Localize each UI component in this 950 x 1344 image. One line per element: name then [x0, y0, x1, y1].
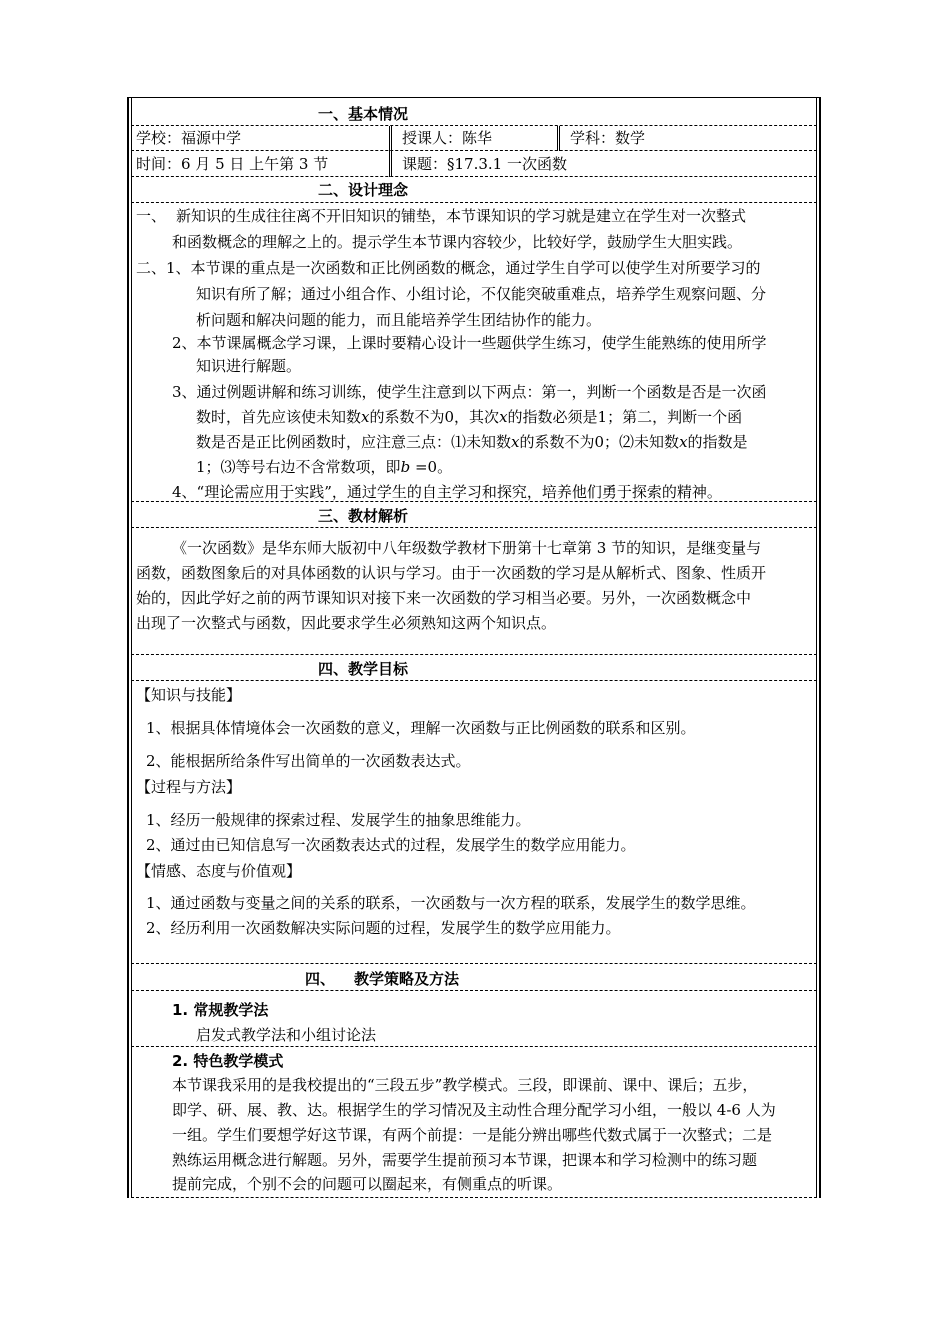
- goal-item: 2、通过由已知信息写一次函数表达式的过程，发展学生的数学应用能力。: [146, 836, 636, 854]
- row-divider: [131, 150, 817, 151]
- section-material-title: 三、教材解析: [318, 507, 409, 525]
- goal-category-heading: 【过程与方法】: [136, 778, 242, 796]
- goal-category-heading: 【情感、态度与价值观】: [136, 862, 302, 880]
- design-text-line: 2、本节课属概念学习课，上课时要精心设计一些题供学生练习，使学生能熟练的使用所学: [172, 334, 767, 352]
- column-separator: [557, 126, 560, 151]
- goal-item: 2、能根据所给条件写出简单的一次函数表达式。: [146, 752, 471, 770]
- material-text-line: 函数，函数图象后的对具体函数的认识与学习。由于一次函数的学习是从解析式、图象、性质开: [136, 564, 767, 582]
- material-text-line: 始的，因此学好之前的两节课知识对接下来一次函数的学习相当必要。另外，一次函数概念中: [136, 589, 752, 607]
- design-text-line: 3、通过例题讲解和练习训练，使学生注意到以下两点：第一，判断一个函数是否是一次函: [172, 383, 767, 401]
- strategy-heading: 1. 常规教学法: [172, 1001, 269, 1019]
- strategy-heading: 2. 特色教学模式: [172, 1052, 284, 1070]
- strategy-body: 启发式教学法和小组讨论法: [196, 1026, 377, 1044]
- strategy-text-line: 提前完成，个别不会的问题可以圈起来，有侧重点的听课。: [172, 1175, 563, 1193]
- subject-cell: 学科：数学: [570, 129, 646, 147]
- strategy-text-line: 熟练运用概念进行解题。另外，需要学生提前预习本节课，把课本和学习检测中的练习题: [172, 1151, 758, 1169]
- column-separator: [389, 126, 392, 177]
- goal-category-heading: 【知识与技能】: [136, 686, 242, 704]
- design-text-line: 1；⑶等号右边不含常数项，即b =0。: [196, 458, 453, 476]
- design-text-line: 二、1、本节课的重点是一次函数和正比例函数的概念，通过学生自学可以使学生对所要学习的: [136, 259, 761, 277]
- row-divider: [131, 1046, 817, 1047]
- design-text-line: 析问题和解决问题的能力，而且能培养学生团结协作的能力。: [196, 311, 602, 329]
- design-text-line: 数时，首先应该使未知数x的系数不为0，其次x的指数必须是1；第二，判断一个函: [196, 408, 743, 426]
- row-divider: [131, 990, 817, 991]
- row-divider: [131, 176, 817, 177]
- time-cell: 时间：6 月 5 日 上午第 3 节: [136, 155, 329, 173]
- goal-item: 1、根据具体情境体会一次函数的意义，理解一次函数与正比例函数的联系和区别。: [146, 719, 696, 737]
- row-divider: [131, 680, 817, 681]
- section-goals-title: 四、教学目标: [318, 660, 409, 678]
- design-text-line: 和函数概念的理解之上的。提示学生本节课内容较少，比较好学，鼓励学生大胆实践。: [172, 233, 743, 251]
- row-divider: [131, 654, 817, 655]
- topic-cell: 课题：§17.3.1 一次函数: [402, 155, 567, 173]
- goal-item: 1、经历一般规律的探索过程、发展学生的抽象思维能力。: [146, 811, 531, 829]
- design-item-number: 一、: [136, 207, 167, 225]
- row-divider: [131, 963, 817, 964]
- design-text-line: 知识进行解题。: [196, 357, 302, 375]
- section-strategy-number: 四、: [305, 970, 336, 988]
- row-divider: [131, 1197, 817, 1198]
- row-divider: [131, 125, 817, 126]
- strategy-text-line: 一组。学生们要想学好这节课，有两个前提：一是能分辨出哪些代数式属于一次整式；二是: [172, 1126, 773, 1144]
- goal-item: 1、通过函数与变量之间的关系的联系，一次函数与一次方程的联系，发展学生的数学思维。: [146, 894, 756, 912]
- section-basic-title: 一、基本情况: [318, 105, 409, 123]
- goal-item: 2、经历利用一次函数解决实际问题的过程，发展学生的数学应用能力。: [146, 919, 621, 937]
- row-divider: [131, 527, 817, 528]
- material-text-line: 《一次函数》是华东师大版初中八年级数学教材下册第十七章第 3 节的知识，是继变量与: [172, 539, 762, 557]
- table-top-border: [127, 97, 821, 98]
- school-cell: 学校：福源中学: [136, 129, 242, 147]
- row-divider: [131, 202, 817, 203]
- strategy-text-line: 本节课我采用的是我校提出的“三段五步”教学模式。三段，即课前、课中、课后；五步，: [172, 1076, 758, 1094]
- teacher-cell: 授课人：陈华: [402, 129, 493, 147]
- section-design-title: 二、设计理念: [318, 181, 409, 199]
- design-text-line: 数是否是正比例函数时，应注意三点：⑴未知数x的系数不为0；⑵未知数x的指数是: [196, 433, 748, 451]
- design-text-line: 新知识的生成往往离不开旧知识的铺垫，本节课知识的学习就是建立在学生对一次整式: [176, 207, 747, 225]
- design-text-line: 4、“理论需应用于实践”，通过学生的自主学习和探究，培养他们勇于探索的精神。: [172, 483, 722, 501]
- strategy-text-line: 即学、研、展、教、达。根据学生的学习情况及主动性合理分配学习小组，一般以 4-6 人为: [172, 1101, 776, 1119]
- section-strategy-title: 教学策略及方法: [354, 970, 460, 988]
- material-text-line: 出现了一次整式与函数，因此要求学生必须熟知这两个知识点。: [136, 614, 557, 632]
- design-text-line: 知识有所了解；通过小组合作、小组讨论，不仅能突破重难点，培养学生观察问题、分: [196, 285, 767, 303]
